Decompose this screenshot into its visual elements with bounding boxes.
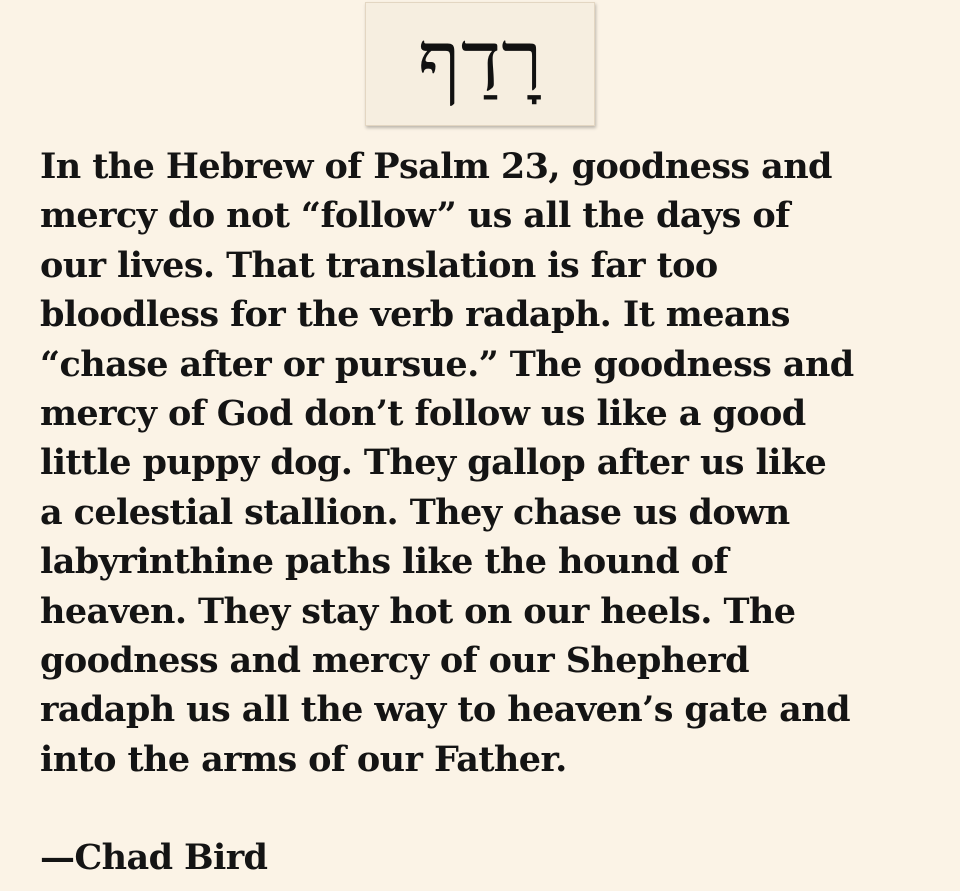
hebrew-word-card xyxy=(365,2,595,126)
quote-line: bloodless for the verb radaph. It means xyxy=(40,294,790,336)
quote-line: little puppy dog. They gallop after us like xyxy=(40,442,827,484)
quote-line: radaph us all the way to heaven’s gate and xyxy=(40,689,850,731)
quote-line: mercy do not “follow” us all the days of xyxy=(40,195,790,237)
attribution: —Chad Bird xyxy=(40,837,268,878)
quote-line: In the Hebrew of Psalm 23, goodness and xyxy=(40,146,832,187)
quote-line: into the arms of our Father. xyxy=(40,738,567,780)
quote-line: mercy of God don’t follow us like a good xyxy=(40,393,806,435)
quote-line: our lives. That translation is far too xyxy=(40,244,718,286)
quote-line: heaven. They stay hot on our heels. The xyxy=(40,590,796,632)
hebrew-word: רָדַף xyxy=(417,12,543,110)
quote-line: goodness and mercy of our Shepherd xyxy=(40,640,749,682)
quote-line: labyrinthine paths like the hound of xyxy=(40,541,728,583)
quote-line: “chase after or pursue.” The goodness and xyxy=(40,343,854,385)
quote-line: a celestial stallion. They chase us down xyxy=(40,491,790,533)
quote-text xyxy=(40,142,958,784)
